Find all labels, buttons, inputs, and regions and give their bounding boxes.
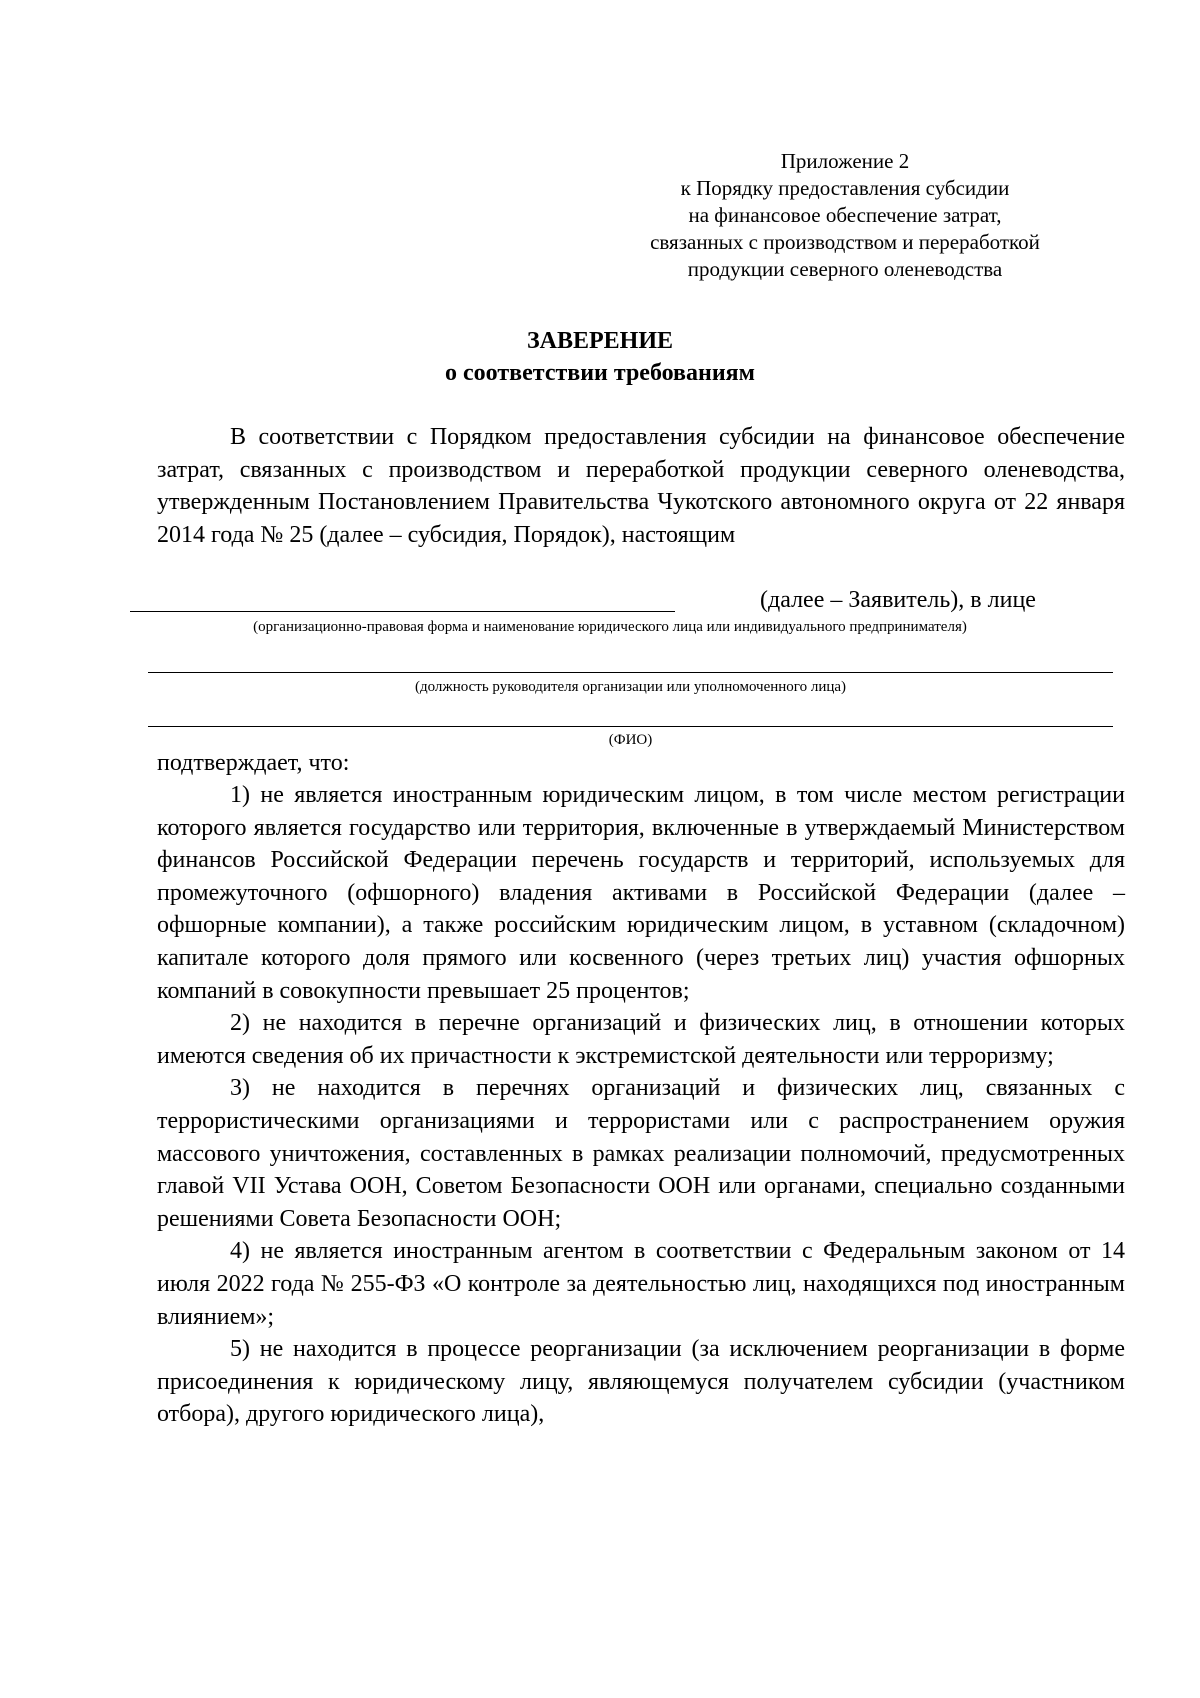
requirement-item: 2) не находится в перечне организаций и физических лиц, в отношении которых имеются сведения об их причастности к экстремистской деятельности или терроризму; xyxy=(157,1010,1125,1069)
document-title-block xyxy=(0,325,1200,389)
confirms-text: подтверждает, что: xyxy=(157,750,350,776)
position-line xyxy=(148,672,1113,673)
intro-paragraph: В соответствии с Порядком предоставления субсидии на финансовое обеспечение затрат, связанных с производством и переработкой продукции северного оленеводства, утвержденным Постановлением Правительства Чукотского автономного округа от 22 января 2014 года № 25 (далее – субсидия, Порядок), настоящим xyxy=(157,424,1125,548)
document-subtitle: о соответствии требованиям xyxy=(445,360,755,386)
annex-line: продукции северного оленеводства xyxy=(687,257,1003,281)
annex-line: связанных с производством и переработкой xyxy=(650,230,1040,254)
requirement-item: 4) не является иностранным агентом в соответствии с Федеральным законом от 14 июля 2022 года № 255-ФЗ «О контроле за деятельностью лиц, находящихся под иностранным влиянием»; xyxy=(157,1238,1125,1330)
applicant-tail-text: (далее – Заявитель), в лице xyxy=(760,587,1036,613)
caption-position: (должность руководителя организации или уполномоченного лица) xyxy=(414,679,847,695)
fio-line xyxy=(148,726,1113,727)
applicant-name-line xyxy=(130,611,675,612)
document-title: ЗАВЕРЕНИЕ xyxy=(526,328,674,354)
annex-line: к Порядку предоставления субсидии xyxy=(680,176,1010,200)
requirements-list xyxy=(157,779,1125,1431)
annex-header xyxy=(610,148,1080,283)
caption-organization: (организационно-правовая форма и наименование юридического лица или индивидуального предпринимателя) xyxy=(253,619,967,635)
requirement-item: 3) не находится в перечнях организаций и физических лиц, связанных с террористическими организациями и террористами или с распространением оружия массового уничтожения, составленных в рамках реализации полномочий, предусмотренных главой VII Устава ООН, Советом Безопасности ООН или органами, специально созданными решениями Совета Безопасности ООН; xyxy=(157,1075,1125,1232)
annex-line: Приложение 2 xyxy=(780,149,910,173)
requirement-item: 5) не находится в процессе реорганизации (за исключением реорганизации в форме присоединения к юридическому лицу, являющемуся получателем субсидии (участником отбора), другого юридического лица), xyxy=(157,1336,1125,1428)
requirement-item: 1) не является иностранным юридическим лицом, в том числе местом регистрации которого является государство или территория, включенные в утверждаемый Министерством финансов Российской Федерации перечень государств и территорий, используемых для промежуточного (офшорного) владения активами в Российской Федерации (далее – офшорные компании), а также российским юридическим лицом, в уставном (складочном) капитале которого доля прямого или косвенного (через третьих лиц) участия офшорных компаний в совокупности превышает 25 процентов; xyxy=(157,782,1125,1004)
caption-fio: (ФИО) xyxy=(608,732,653,748)
annex-line: на финансовое обеспечение затрат, xyxy=(688,203,1002,227)
